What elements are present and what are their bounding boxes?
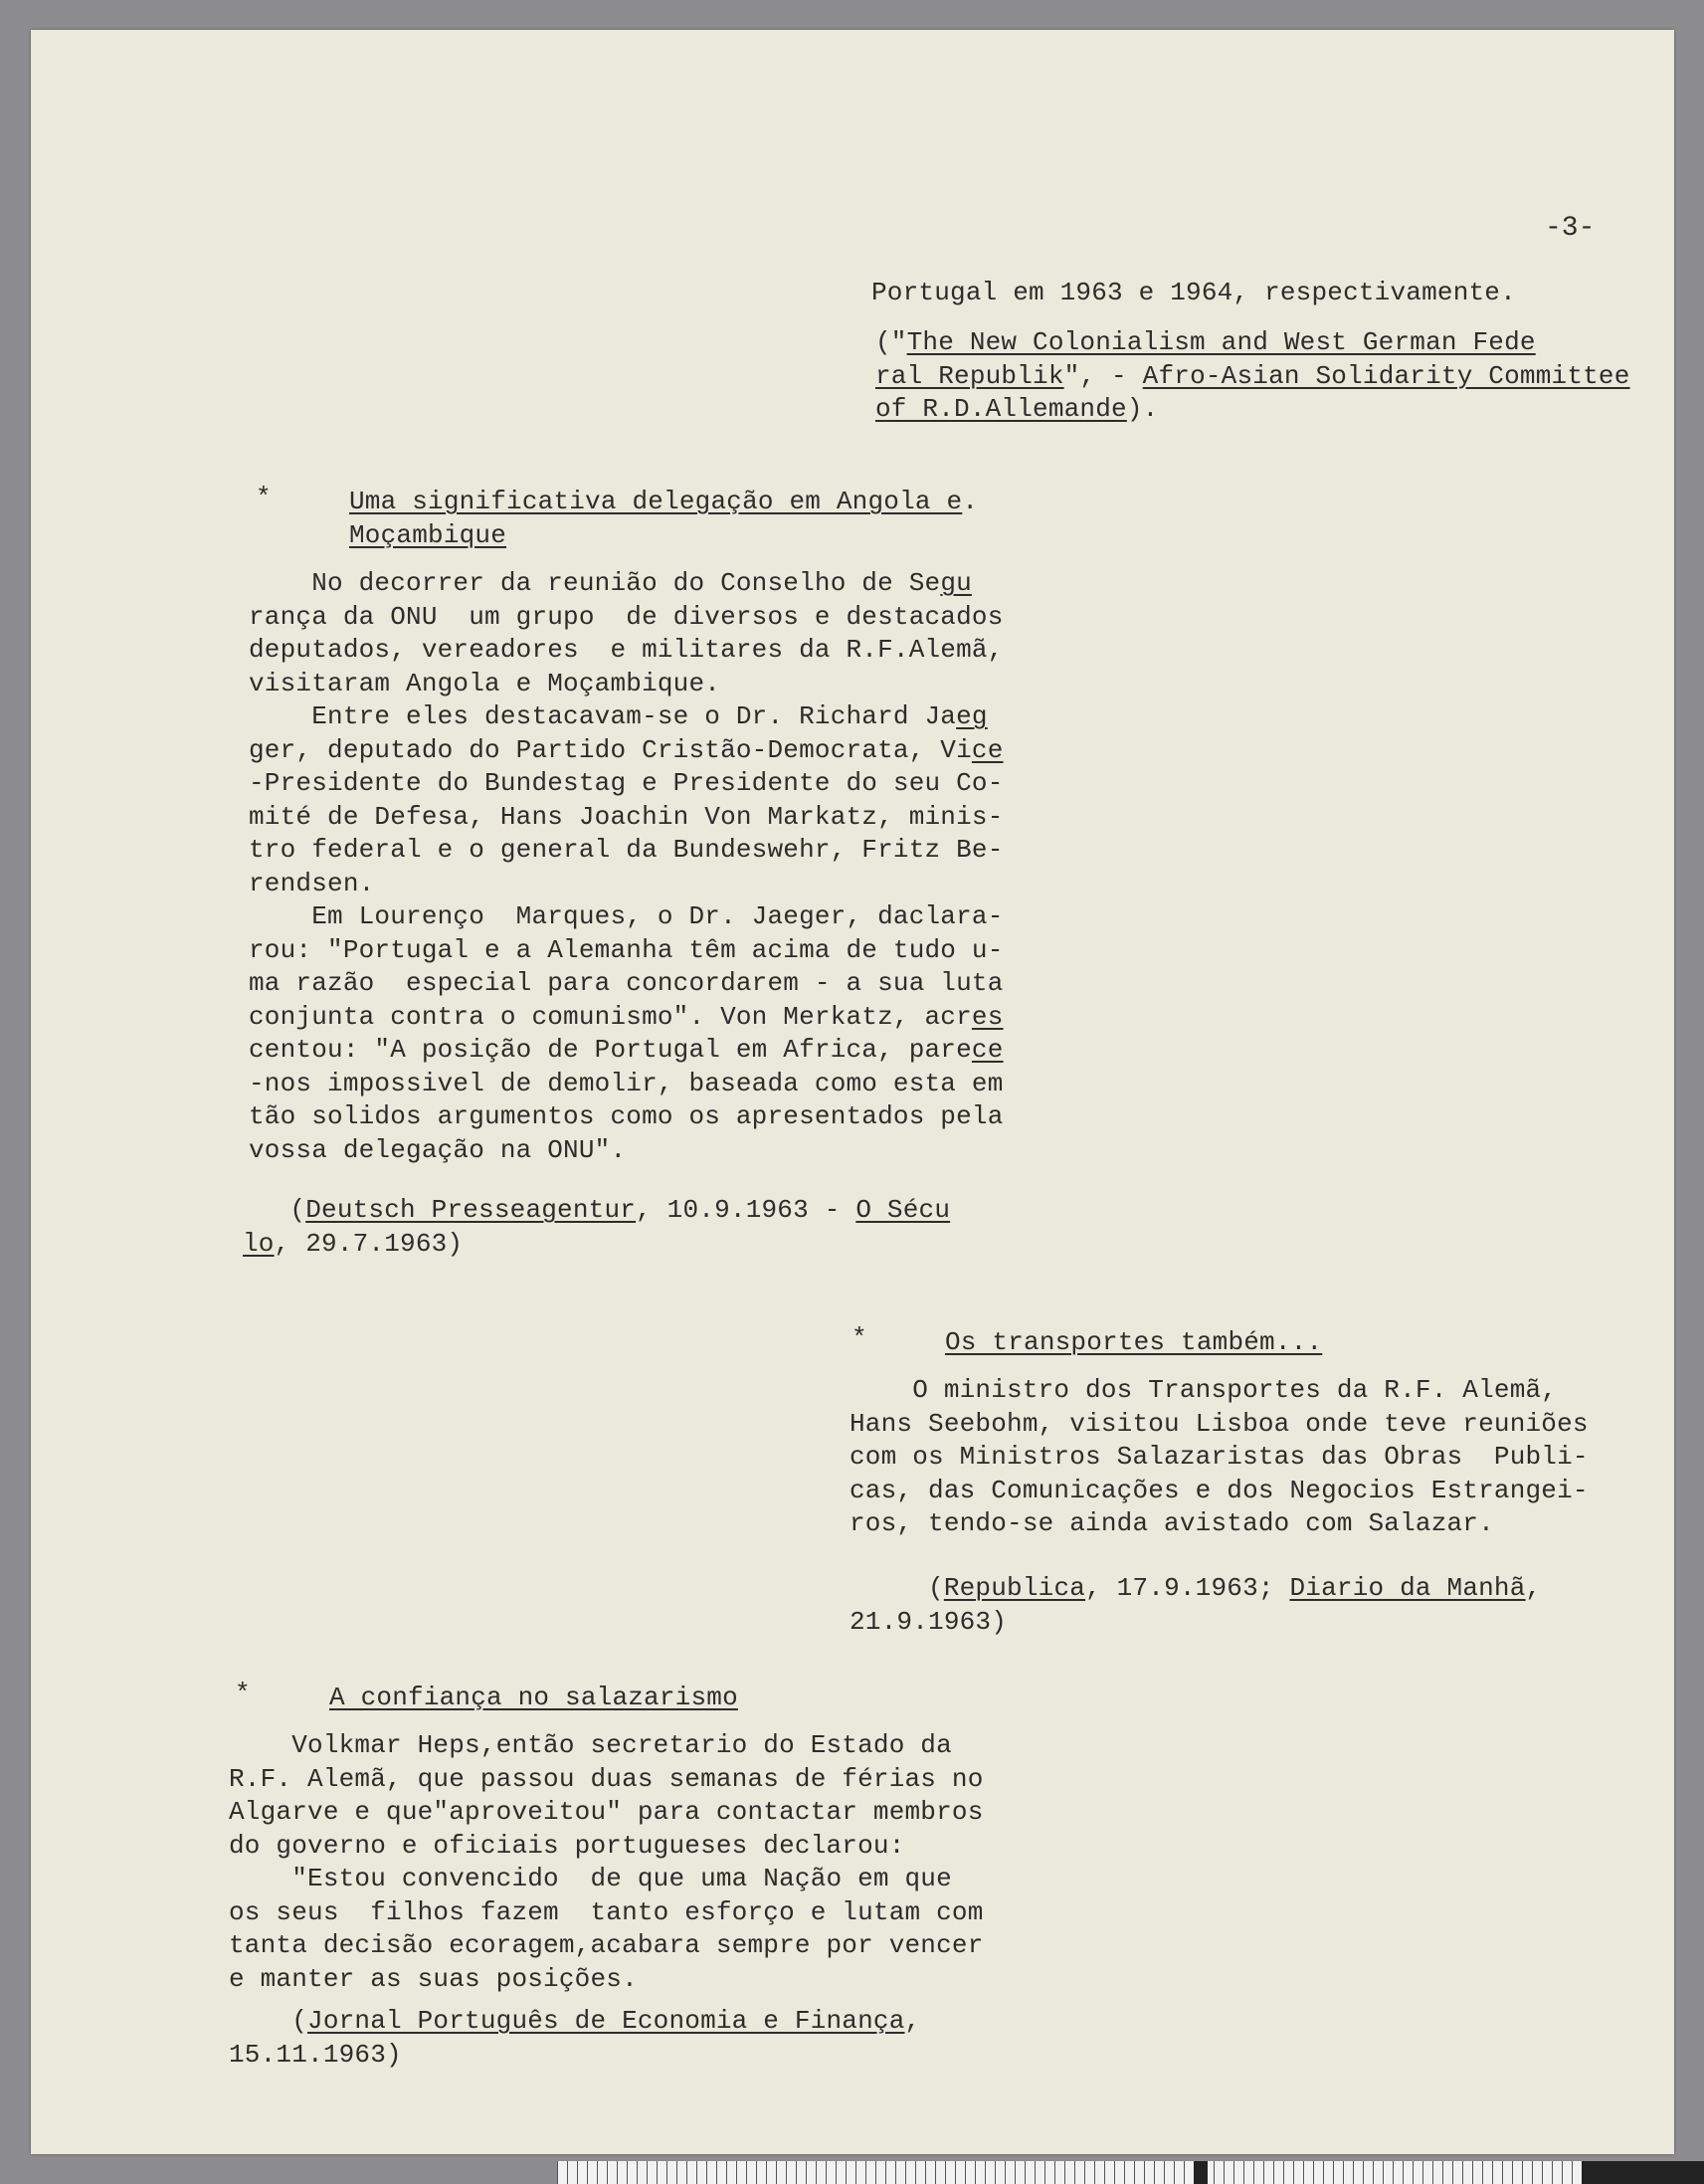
page-number: -3- — [1545, 213, 1596, 244]
section3-citation: (Jornal Português de Economia e Finança, 15.11.1963) — [229, 2006, 921, 2070]
intro-citation: ("The New Colonialism and West German Fede ral Republik", - Afro-Asian Solidarity Committee of R.D.Allemande). — [875, 327, 1630, 424]
section1-citation: (Deutsch Presseagentur, 10.9.1963 - O Sécu lo, 29.7.1963) — [243, 1195, 951, 1259]
cite-title-cont: ral Republik — [875, 360, 1064, 391]
section2-citation: (Republica, 17.9.1963; Diario da Manhã, 21.9.1963) — [850, 1573, 1542, 1637]
scale-ruler — [557, 2161, 1704, 2184]
cite-title: The New Colonialism and West German Fede — [906, 327, 1536, 357]
section1-body: No decorrer da reunião do Conselho de Segu rança da ONU um grupo de diversos e destacados deputados, vereadores e militares da R.F.Alemã, visitaram Angola e Moçambique. Entre eles destacavam-se o Dr. Richard Jaeg ger, deputado do Partido Cristão-Democrata, Vice -Presidente do Bundestag e Presidente do seu Co- mité de Defesa, Hans Joachin Von Markatz, minis- tro federal e o general da Bundeswehr, Fritz Be- rendsen. Em Lourenço Marques, o Dr. Jaeger, daclara- rou: "Portugal e a Alemanha têm acima de tudo u- ma razão especial para concordarem - a sua luta conjunta contra o comunismo". Von Merkatz, acres centou: "A posição de Portugal em Africa, parece -nos impossivel de demolir, baseada como esta em tão solidos argumentos como os apresentados pela vossa delegação na ONU". — [249, 568, 1004, 1165]
section3-body: Volkmar Heps,então secretario do Estado da R.F. Alemã, que passou duas semanas de férias no Algarve e que"aproveitou" para contactar membros do governo e oficiais portugueses declarou: "Estou convencido de que uma Nação em que os seus filhos fazem tanto esforço e lutam com tanta decisão ecoragem,acabara sempre por vencer e manter as suas posições. — [229, 1730, 984, 1994]
document-page — [31, 30, 1674, 2154]
section1-heading: Uma significativa delegação em Angola e. Moçambique — [349, 487, 979, 550]
section2-heading: Os transportes também... — [945, 1327, 1323, 1357]
section3-bullet: * — [235, 1679, 251, 1708]
intro-line: Portugal em 1963 e 1964, respectivamente. — [871, 278, 1516, 307]
section1-bullet: * — [256, 483, 272, 512]
section2-body: O ministro dos Transportes da R.F. Alemã, Hans Seebohm, visitou Lisboa onde teve reuniões com os Ministros Salazaristas das Obras Publi- cas, das Comunicações e dos Negocios Estrangei- ros, tendo-se ainda avistado com Salazar. — [850, 1375, 1589, 1538]
section2-bullet: * — [852, 1323, 867, 1353]
section3-heading: A confiança no salazarismo — [329, 1683, 738, 1712]
cite-organization: Afro-Asian Solidarity Committee — [1142, 360, 1630, 391]
cite-organization-cont: of R.D.Allemande — [875, 394, 1127, 424]
